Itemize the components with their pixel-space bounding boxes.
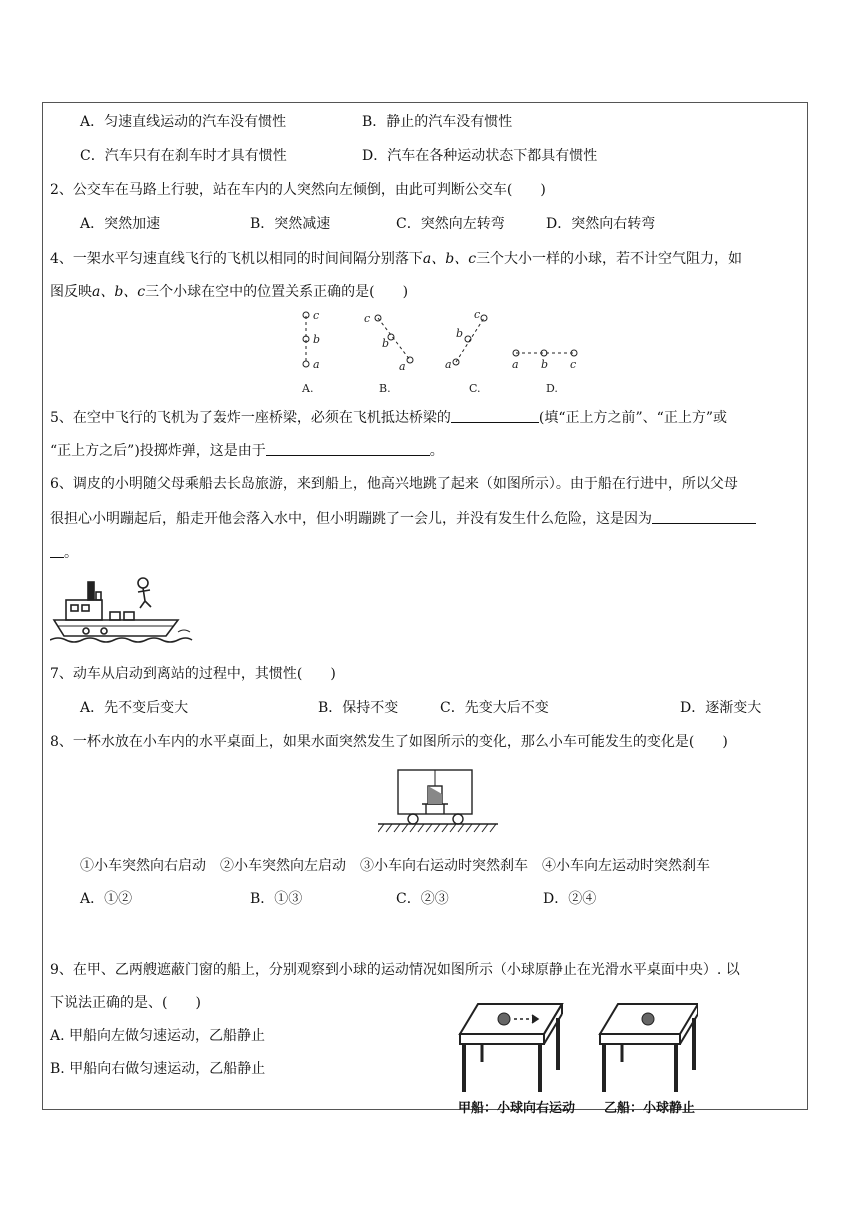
svg-text:b: b (541, 358, 549, 371)
q9-option-a[interactable]: A. 甲船向左做匀速运动，乙船静止 (50, 1028, 266, 1044)
q8-option-b[interactable]: B．①③ (250, 891, 303, 907)
q4-line2: 图反映a、b、c三个小球在空中的位置关系正确的是( ) (50, 284, 409, 300)
q4-fig-label-d: D. (546, 382, 558, 395)
q4-c-ball-c (481, 315, 487, 321)
q6-line3: 。 (50, 542, 78, 563)
q8-stem: 8、一杯水放在小车内的水平桌面上，如果水面突然发生了如图所示的变化，那么小车可能发生的变化是( ) (50, 734, 728, 750)
svg-text:b: b (382, 337, 390, 350)
q4-fig-label-b: B. (379, 382, 391, 395)
svg-text:c: c (474, 308, 481, 321)
q2-option-b[interactable]: B．突然减速 (250, 216, 331, 232)
svg-text:c: c (570, 358, 577, 371)
caption-jia: 甲船：小球向右运动 (458, 1101, 576, 1116)
q7-stem: 7、动车从启动到离站的过程中，其惯性( ) (50, 666, 336, 682)
q5-blank-2[interactable] (266, 440, 430, 456)
q4-a-ball-a (303, 361, 309, 367)
q4-vars-1: a、b、c (422, 251, 477, 267)
q1-option-d[interactable]: D．汽车在各种运动状态下都具有惯性 (362, 148, 598, 164)
boat-figure (50, 574, 195, 646)
q6-line2: 很担心小明蹦起后，船走开他会落入水中，但小明蹦跳了一会儿，并没有发生什么危险，这是因为 (50, 508, 756, 529)
svg-text:c: c (364, 312, 371, 325)
q8-option-d[interactable]: D．②④ (543, 891, 597, 907)
q2-option-d[interactable]: D．突然向右转弯 (546, 216, 656, 232)
q9-option-b[interactable]: B. 甲船向右做匀速运动，乙船静止 (50, 1061, 266, 1077)
svg-text:a: a (445, 358, 452, 371)
q5-line1: 5、在空中飞行的飞机为了轰炸一座桥梁，必须在飞机抵达桥梁的 (填“正上方之前”、“正上方”或 (50, 407, 727, 428)
q4-fig-label-a: A. (302, 382, 314, 395)
q7-option-b[interactable]: B．保持不变 (318, 700, 399, 716)
cart-figure (378, 768, 504, 836)
ball-jia (498, 1013, 510, 1025)
svg-text:a: a (399, 360, 406, 373)
q2-option-a[interactable]: A．突然加速 (80, 216, 161, 232)
caption-yi: 乙船：小球静止 (604, 1101, 696, 1116)
q2-stem: 2、公交车在马路上行驶，站在车内的人突然向左倾倒，由此可判断公交车( ) (50, 182, 546, 198)
q5-line2: “正上方之后”)投掷炸弹，这是由于 。 (50, 440, 444, 461)
q4-b-ball-a (407, 357, 413, 363)
q1-option-a[interactable]: A．匀速直线运动的汽车没有惯性 (80, 114, 287, 130)
svg-text:a: a (512, 358, 519, 371)
svg-text:b: b (313, 333, 321, 346)
q1-option-c[interactable]: C．汽车只有在刹车时才具有惯性 (80, 148, 287, 164)
q7-option-a[interactable]: A．先不变后变大 (80, 700, 189, 716)
q8-option-a[interactable]: A．①② (80, 891, 133, 907)
q6-line1: 6、调皮的小明随父母乘船去长岛旅游，来到船上，他高兴地跳了起来（如图所示）。由于船在行进中，所以父母 (50, 476, 738, 492)
q7-option-d[interactable]: D．逐渐变大 (680, 700, 762, 716)
q4-fig-label-c: C. (469, 382, 481, 395)
tables-figure (452, 1002, 698, 1098)
q8-option-c[interactable]: C．②③ (396, 891, 449, 907)
q4-line1: 4、一架水平匀速直线飞行的飞机以相同的时间间隔分别落下a、b、c三个大小一样的小球，若不计空气阻力，如 (50, 251, 743, 267)
q1-option-b[interactable]: B．静止的汽车没有惯性 (362, 114, 513, 130)
q4-vars-2: a、b、c (92, 284, 146, 300)
q9-line2: 下说法正确的是、( ) (50, 995, 201, 1011)
q9-line1: 9、在甲、乙两艘遮蔽门窗的船上，分别观察到小球的运动情况如图所示（小球原静止在光滑水平桌面中央）. 以 (50, 962, 740, 978)
svg-text:b: b (456, 327, 464, 340)
ball-yi (642, 1013, 654, 1025)
svg-text:a: a (313, 358, 320, 371)
svg-text:c: c (313, 309, 320, 322)
q2-option-c[interactable]: C．突然向左转弯 (396, 216, 505, 232)
q4-figure (290, 306, 600, 396)
q7-option-c[interactable]: C．先变大后不变 (440, 700, 549, 716)
q8-choices: ①小车突然向右启动 ②小车突然向左启动 ③小车向右运动时突然刹车 ④小车向左运动时突然刹车 (80, 858, 710, 874)
q5-blank-1[interactable] (451, 407, 539, 423)
q6-blank[interactable] (652, 508, 756, 524)
q6-blank-cont[interactable] (50, 542, 64, 558)
